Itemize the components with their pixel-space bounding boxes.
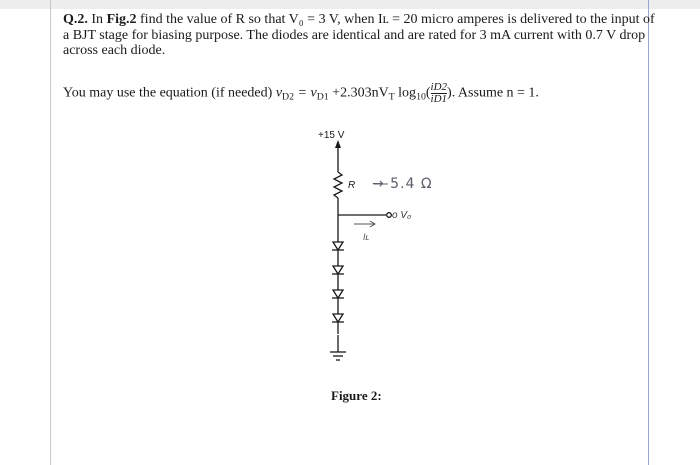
- eq-lhs: v: [275, 85, 283, 101]
- output-terminal: [387, 213, 392, 218]
- diode-1: [333, 242, 343, 250]
- diode-2: [333, 266, 343, 274]
- eq-log-sub: 10: [416, 91, 426, 103]
- eq-term: +2.303nV: [328, 85, 389, 101]
- resistor-zigzag: [334, 172, 342, 198]
- fraction-denominator: iD1: [430, 93, 448, 105]
- supply-arrow: [335, 140, 341, 148]
- equation-prefix: You may use the equation (if needed): [63, 85, 276, 101]
- diode-string: [332, 238, 344, 334]
- diode-3: [333, 290, 343, 298]
- question-number: Q.2.: [63, 12, 88, 27]
- equation-line: You may use the equation (if needed) $v_{D2} = v_{D1} +2.303nV_T$ $\log_{10}$( $\frac{iD2}{iD1}$ ). Assume n = 1.: [63, 81, 539, 105]
- eq-mid: = v: [294, 85, 317, 101]
- supply-label: +15 V: [318, 130, 345, 141]
- question-intro: In: [87, 12, 107, 27]
- fraction-numerator: iD2: [430, 81, 448, 93]
- resistor-label: R: [348, 180, 356, 191]
- eq-log: log: [394, 85, 417, 101]
- figure-caption: Figure 2:: [331, 388, 382, 403]
- figure-reference: Fig.2: [106, 12, 137, 27]
- load-current-label: Iʟ: [363, 232, 370, 242]
- question-body: find the value of R so that V₀ = 3 V, when Iʟ = 20 micro amperes is delivered to the input of a BJT stage for biasing purpose. The diodes are identical and are rated for 3 mA current with 0.7 V drop across each diode.: [63, 12, 655, 58]
- diode-4: [333, 314, 343, 322]
- output-label: o V₀: [392, 210, 412, 221]
- handwritten-note: → 5.4 Ω: [372, 176, 433, 192]
- eq-lhs-sub: D2: [282, 91, 295, 103]
- eq-term-sub: T: [388, 91, 395, 103]
- eq-assume: . Assume n = 1.: [451, 85, 539, 101]
- eq-mid-sub: D1: [316, 91, 329, 103]
